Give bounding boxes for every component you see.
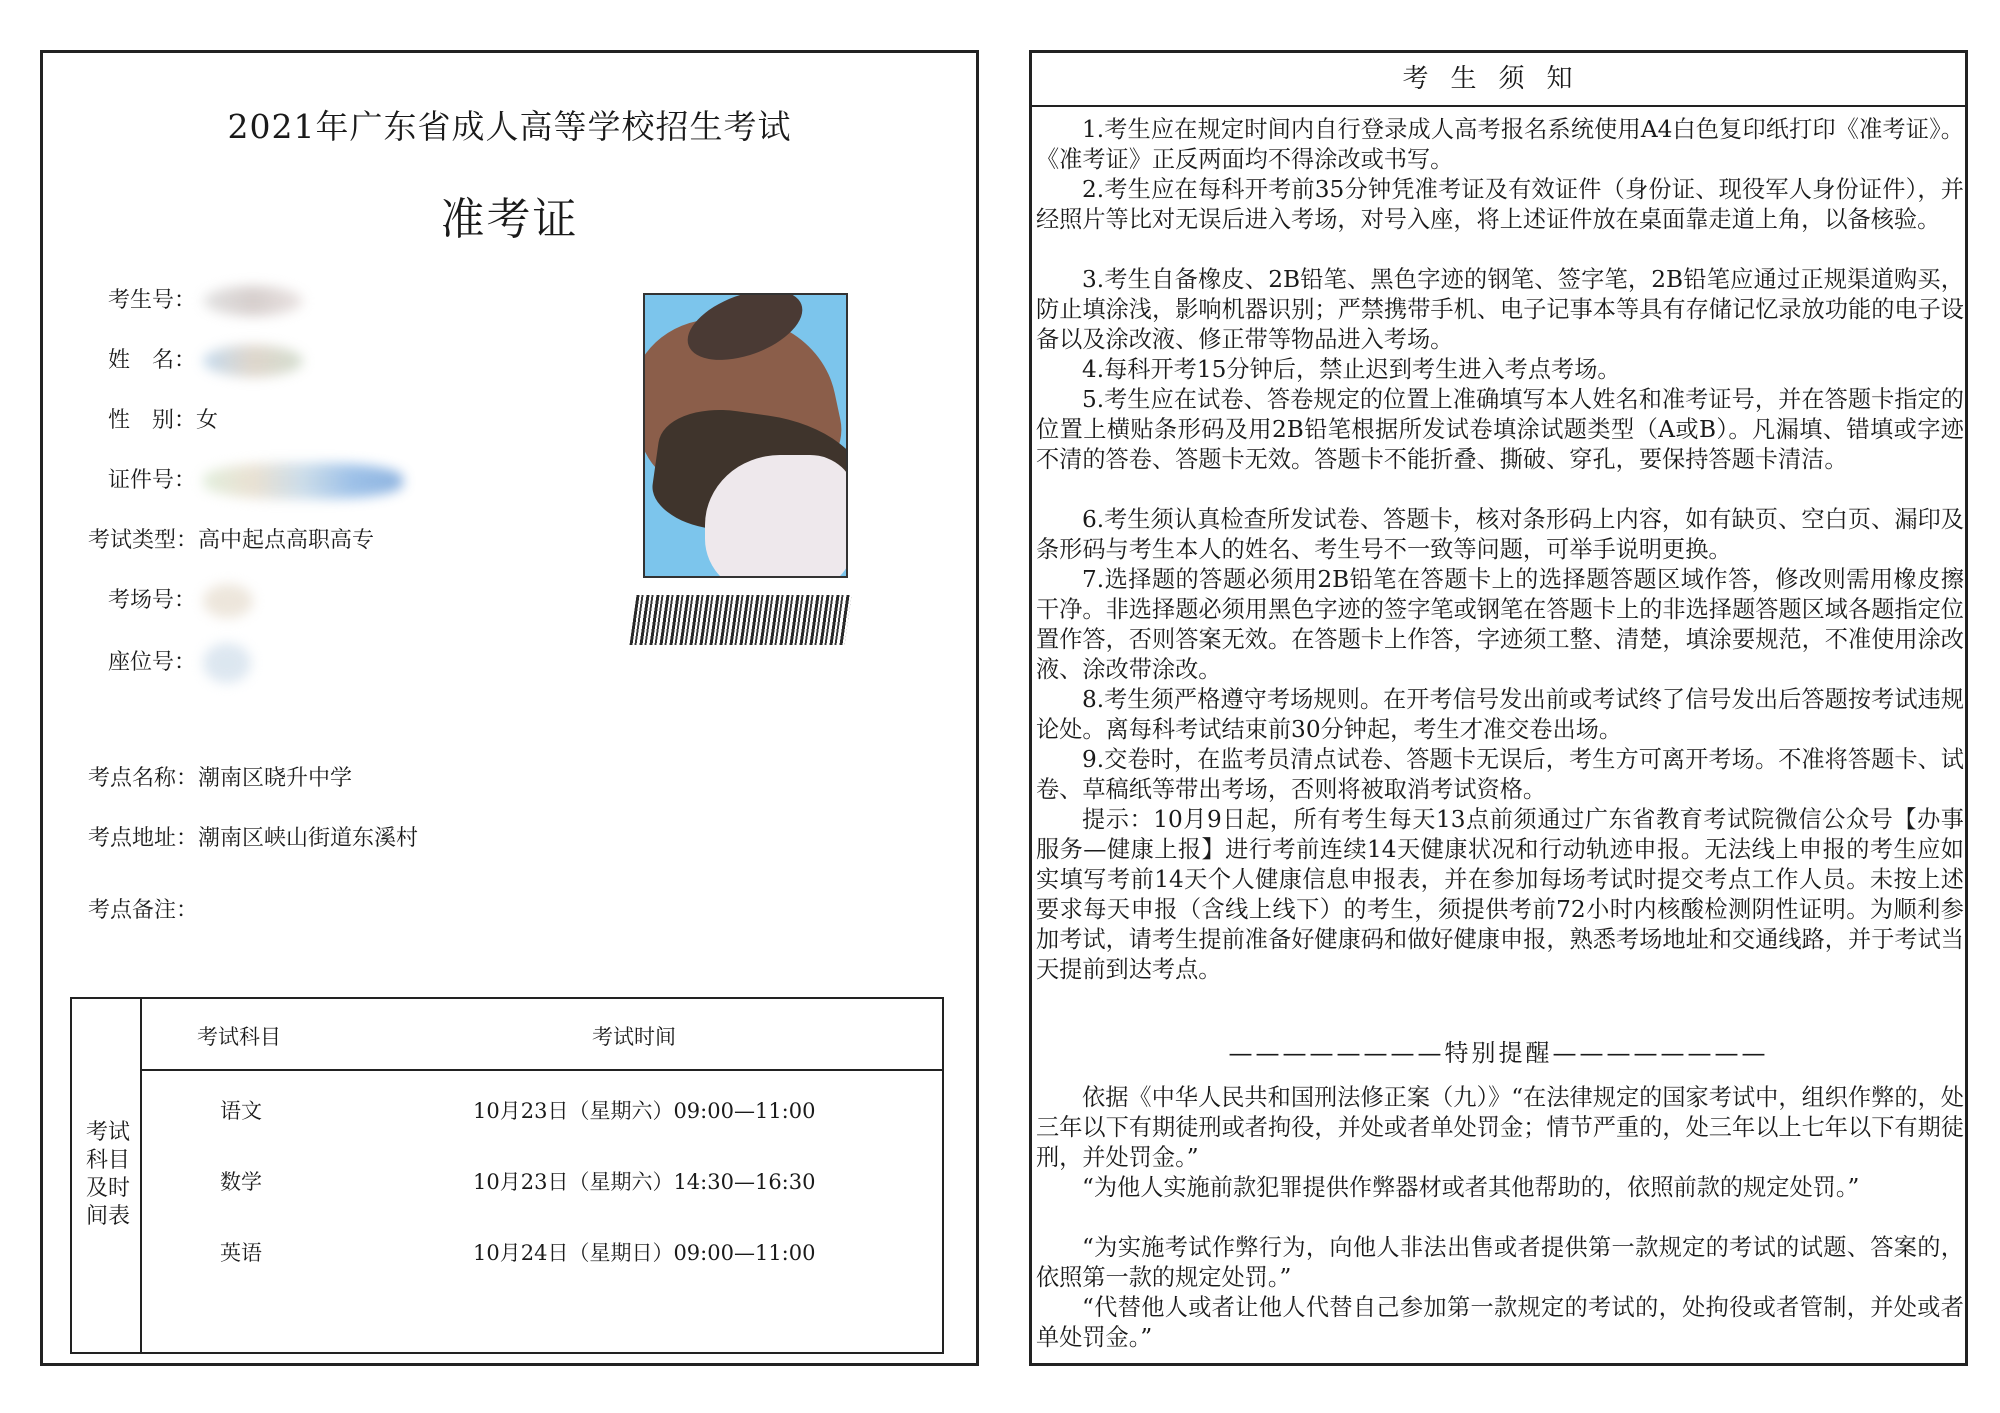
name-redacted xyxy=(203,345,303,377)
notice-item: 2.考生应在每科开考前35分钟凭准考证及有效证件（身份证、现役军人身份证件），并经照片等比对无误后进入考场，对号入座，将上述证件放在桌面靠走道上角，以备核验。 xyxy=(1036,176,1964,233)
exam-title: 2021年广东省成人高等学校招生考试 xyxy=(227,107,792,146)
notice-item: 6.考生须认真检查所发试卷、答题卡，核对条形码上内容，如有缺页、空白页、漏印及条形码与考生本人的姓名、考生号不一致等问题，可举手说明更换。 xyxy=(1036,506,1964,563)
schedule-side-text: 考试科目及时间表 xyxy=(86,1120,131,1229)
schedule-subject: 数学 xyxy=(220,1170,262,1194)
header-divider xyxy=(142,1069,942,1071)
name-field xyxy=(108,343,303,377)
exam-number-label: 考生号： xyxy=(108,288,197,313)
notice-item: 5.考生应在试卷、答卷规定的位置上准确填写本人姓名和准考证号，并在答题卡指定的位置上横贴条形码及用2B铅笔根据所发试卷填涂试题类型（A或B）。凡漏填、错填或字迹不清的答卷、答题卡无效。答题卡不能折叠、撕破、穿孔，要保持答题卡清洁。 xyxy=(1036,386,1964,473)
notice-item: 9.交卷时，在监考员清点试卷、答题卡无误后，考生方可离开考场。不准将答题卡、试卷、草稿纸等带出考场，否则将被取消考试资格。 xyxy=(1036,746,1964,803)
notice-item: 1.考生应在规定时间内自行登录成人高考报名系统使用A4白色复印纸打印《准考证》。《准考证》正反两面均不得涂改或书写。 xyxy=(1036,116,1964,173)
schedule-time: 10月23日（星期六）09:00—11:00 xyxy=(473,1099,816,1123)
site-note-label: 考点备注： xyxy=(88,898,199,923)
col-subject-header: 考试科目 xyxy=(197,1025,281,1049)
notice-item: 3.考生自备橡皮、2B铅笔、黑色字迹的钢笔、签字笔，2B铅笔应通过正规渠道购买，防止填涂浅，影响机器识别；严禁携带手机、电子记事本等具有存储记忆录放功能的电子设备以及涂改液、修正带等物品进入考场。 xyxy=(1036,266,1964,353)
candidate-notice xyxy=(1029,50,1968,1366)
barcode xyxy=(629,595,851,645)
notice-title: 考生须知 xyxy=(1032,53,1965,107)
site-name-label: 考点名称： xyxy=(88,766,199,791)
gender-value: 女 xyxy=(196,408,219,433)
exam-number-field xyxy=(108,283,303,316)
id-redacted xyxy=(203,463,403,499)
card-title: 准考证 xyxy=(440,194,579,245)
site-name-field xyxy=(88,761,352,792)
name-label: 姓 名： xyxy=(108,348,197,373)
col-time-header: 考试时间 xyxy=(592,1025,676,1049)
id-field xyxy=(108,463,403,499)
notice-item: 7.选择题的答题必须用2B铅笔在答题卡上的选择题答题区域作答，修改则需用橡皮擦干净。非选择题必须用黑色字迹的签字笔或钢笔在答题卡上的非选择题答题区域各题指定位置作答，否则答案无效。在答题卡上作答，字迹须工整、清楚，填涂要规范，不准使用涂改液、涂改带涂改。 xyxy=(1036,566,1964,683)
exam-number-redacted xyxy=(203,286,303,316)
site-address-field xyxy=(88,821,418,852)
health-notice: 提示：10月9日起，所有考生每天13点前须通过广东省教育考试院微信公众号【办事服务—健康上报】进行考前连续14天健康状况和行动轨迹申报。无法线上申报的考生应如实填写考前14天个人健康信息申报表，并在参加每场考试时提交考点工作人员。未按上述要求每天申报（含线上线下）的考生，须提供考前72小时内核酸检测阴性证明。为顺利参加考试，请考生提前准备好健康码和做好健康申报，熟悉考场地址和交通线路，并于考试当天提前到达考点。 xyxy=(1036,806,1964,983)
seat-redacted xyxy=(203,643,251,683)
seat-label: 座位号： xyxy=(108,650,197,675)
site-address-label: 考点地址： xyxy=(88,826,199,851)
room-field xyxy=(108,583,253,618)
exam-type-field xyxy=(88,523,374,554)
special-reminder-title: ————————特别提醒———————— xyxy=(1228,1039,1769,1067)
candidate-photo-redacted xyxy=(643,293,848,578)
gender-label: 性 别： xyxy=(108,408,197,433)
room-redacted xyxy=(203,584,253,618)
site-address-value: 潮南区峡山街道东溪村 xyxy=(198,826,419,851)
schedule-time: 10月23日（星期六）14:30—16:30 xyxy=(473,1170,816,1194)
admission-ticket xyxy=(40,50,979,1366)
law-quote: “为实施考试作弊行为，向他人非法出售或者提供第一款规定的考试的试题、答案的，依照第一款的规定处罚。” xyxy=(1036,1234,1964,1291)
notice-item: 8.考生须严格遵守考场规则。在开考信号发出前或考试终了信号发出后答题按考试违规论处。离每科考试结束前30分钟起，考生才准交卷出场。 xyxy=(1036,686,1964,743)
seat-field xyxy=(108,643,251,683)
exam-type-value: 高中起点高职高专 xyxy=(198,528,375,553)
schedule-subject: 英语 xyxy=(220,1241,262,1265)
schedule-subject: 语文 xyxy=(220,1099,262,1123)
law-quote: 依据《中华人民共和国刑法修正案（九）》“在法律规定的国家考试中，组织作弊的，处三年以下有期徒刑或者拘役，并处或者单处罚金；情节严重的，处三年以上七年以下有期徒刑，并处罚金。” xyxy=(1036,1084,1964,1171)
room-label: 考场号： xyxy=(108,588,197,613)
schedule-time: 10月24日（星期日）09:00—11:00 xyxy=(473,1241,816,1265)
exam-schedule-table xyxy=(70,997,944,1354)
id-label: 证件号： xyxy=(108,468,197,493)
law-quote: “代替他人或者让他人代替自己参加第一款规定的考试的，处拘役或者管制，并处或者单处罚金。” xyxy=(1036,1294,1964,1351)
schedule-side-label xyxy=(72,999,142,1352)
gender-field xyxy=(108,403,218,434)
law-quote: “为他人实施前款犯罪提供作弊器材或者其他帮助的，依照前款的规定处罚。” xyxy=(1082,1174,1860,1201)
exam-type-label: 考试类型： xyxy=(88,528,199,553)
site-name-value: 潮南区晓升中学 xyxy=(198,766,353,791)
notice-item: 4.每科开考15分钟后，禁止迟到考生进入考点考场。 xyxy=(1082,356,1621,383)
site-note-field xyxy=(88,893,198,924)
